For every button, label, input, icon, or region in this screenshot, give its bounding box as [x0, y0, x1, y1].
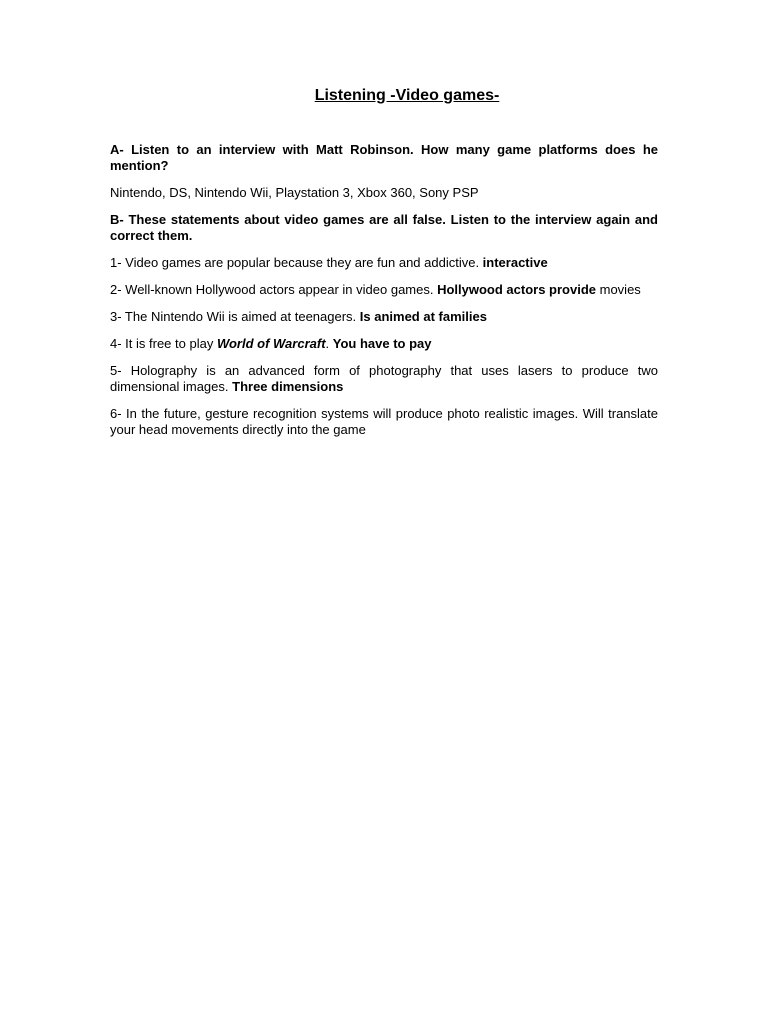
- statement-correction: Is animed at families: [359, 309, 487, 324]
- statement-text: 2- Well-known Hollywood actors appear in video games.: [110, 282, 438, 297]
- statement-5: [110, 363, 658, 395]
- statement-correction: interactive: [482, 255, 548, 270]
- statement-text: 4- It is free to play: [110, 336, 217, 351]
- statement-tail: movies: [596, 282, 641, 297]
- statement-6: [110, 406, 658, 438]
- document-body: [110, 142, 658, 449]
- statement-4: [110, 336, 658, 352]
- game-title: World of Warcraft: [216, 336, 326, 351]
- statement-correction: Hollywood actors provide: [437, 282, 597, 297]
- statement-1: [110, 255, 658, 271]
- statement-2: [110, 282, 658, 298]
- statement-correction: You have to pay: [332, 336, 432, 351]
- statement-text: 3- The Nintendo Wii is aimed at teenagers.: [110, 309, 360, 324]
- page-title: Listening -Video games-: [314, 87, 500, 104]
- statement-text: 6- In the future, gesture recognition systems will produce photo realistic images. Will translate your head movements directly into the game: [110, 406, 658, 437]
- statement-correction: Three dimensions: [232, 379, 344, 394]
- section-a-answer: Nintendo, DS, Nintendo Wii, Playstation 3, Xbox 360, Sony PSP: [110, 185, 479, 200]
- statement-text: 1- Video games are popular because they are fun and addictive.: [110, 255, 483, 270]
- section-b-instruction: B- These statements about video games are all false. Listen to the interview again and correct them.: [110, 212, 658, 243]
- statement-punct: .: [325, 336, 333, 351]
- section-a-question: A- Listen to an interview with Matt Robinson. How many game platforms does he mention?: [110, 142, 658, 173]
- statement-text: 5- Holography is an advanced form of photography that uses lasers to produce two dimensional images.: [110, 363, 658, 394]
- statement-3: [110, 309, 658, 325]
